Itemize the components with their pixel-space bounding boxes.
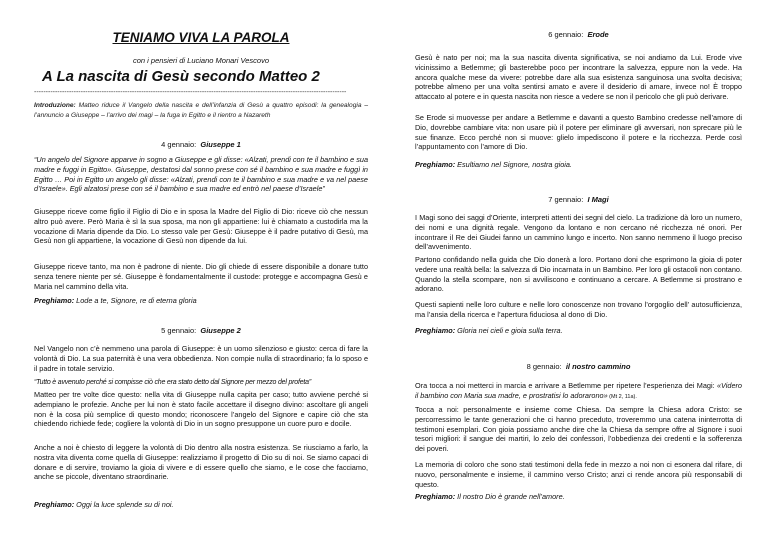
day-heading-5	[34, 326, 368, 335]
paragraph: Gesù è nato per noi; ma la sua nascita diventa significativa, se noi andiamo da Lui. Erode vive vicinissimo a Betlemme; gli basterebbe poco per incontrare la salvezza, eppure non la vede. Ha ancora qualche mese da vivere: potrebbe dare alla sua esistenza sanguinosa una svolta decisiva; potrebbe almeno per una volta sentirsi amato e avere il desiderio di amare, invece no! È troppo attaccato al potere e in questa nascita non riesce a vedere se non il pericolo che gli può derivare.	[415, 53, 742, 102]
day-heading-6	[415, 30, 742, 39]
intro-label: Introduzione:	[34, 102, 76, 109]
paragraph: Anche a noi è chiesto di leggere la volontà di Dio dentro alla nostra esistenza. Se riusciamo a farlo, la nostra vita diventa come quella di Giuseppe: realizziamo il progetto di Dio su di noi. Se siamo capaci di donare e di servire, troviamo la gioia di vivere e di essere quello che siamo, e le cose che facciamo, anche se piccole, diventano straordinarie.	[34, 443, 368, 482]
separator-line: --------------------------------------------------------------------------------------------------------------------------------------	[34, 89, 347, 96]
prayer-label: Preghiamo:	[34, 500, 75, 509]
prayer-label: Preghiamo:	[415, 492, 456, 501]
paragraph: Matteo per tre volte dice questo: nella vita di Giuseppe nulla capita per caso; tutto avviene perché si adempiano le profezie. Anche per lui non è stato facile accettare il disegno divino: ascoltare gli angeli non è la cosa più semplice di questo mondo; riconoscere l’angelo del Signore e capire ciò che sta chiedendo richiede fede; cogliere la volontà di Dio in un sogno presuppone un cuore puro e docile.	[34, 390, 368, 429]
paragraph	[415, 381, 742, 403]
day-name: Giuseppe 1	[200, 140, 241, 149]
day-date: 7 gennaio:	[548, 195, 584, 204]
paragraph: Nel Vangelo non c’è nemmeno una parola di Giuseppe: è un uomo silenzioso e giusto: cerca di fare la volontà di Dio. La sua paternità è una vera obbedienza. Non compie nulla di straordinario; fa lo sposo e il padre in totale servizio.	[34, 344, 368, 373]
prayer-text: Il nostro Dio è grande nell’amore.	[455, 492, 565, 501]
paragraph: Giuseppe riceve tanto, ma non è padrone di niente. Dio gli chiede di essere disponibile a donare tutto senza tenere niente per sé. Giuseppe è fondamentalmente il custode: protegge e accompagna Gesù e Maria nel cammino della vita.	[34, 262, 368, 291]
day-heading-4	[34, 140, 368, 149]
reference: (Mt 2, 11a).	[607, 393, 637, 400]
prayer-label: Preghiamo:	[34, 296, 75, 305]
day-name: Giuseppe 2	[200, 326, 241, 335]
intro-text: Matteo riduce il Vangelo della nascita e dell’infanzia di Gesù a quattro episodi: la genealogia – l’annuncio a Giuseppe – l’arrivo dei magi – la fuga in Egitto e il rientro a Nazareth	[34, 102, 368, 119]
paragraph: Tocca a noi: personalmente e insieme come Chiesa. Da sempre la Chiesa adora Cristo: se percorressimo le tante generazioni che ci hanno preceduto, troveremmo una catena ininterrotta di testimoni esemplari. Con gioia possiamo anche dire che la Chiesa da sempre offre al Signore i suoi tesori migliori: il sangue dei martiri, lo zelo dei confessori, l’obbedienza dei credenti e la sofferenza dei poveri.	[415, 405, 742, 454]
day-name: il nostro cammino	[565, 362, 631, 371]
prayer-text: Lode a te, Signore, re di eterna gloria	[74, 296, 197, 305]
prayer	[415, 326, 742, 336]
main-title: A La nascita di Gesù secondo Matteo 2	[42, 68, 320, 85]
day-date: 6 gennaio:	[548, 30, 584, 39]
prayer	[415, 160, 742, 170]
prayer-label: Preghiamo:	[415, 160, 456, 169]
paragraph: Partono confidando nella guida che Dio donerà a loro. Portano doni che esprimono la gioia di poter vedere una realtà bella: la salvezza di Dio incarnata in un Bambino. Per loro gli ostacoli non contano. Quando la stella scompare, non si avviliscono e continuano a cercare. A Betlemme si prostrano e adorano.	[415, 255, 742, 294]
paragraph: Se Erode si muovesse per andare a Betlemme e davanti a questo Bambino credesse nell’amore di Dio, dovrebbe cambiare vita: non usare più il potere per eliminare gli avversari, non sprecare più le sue finanze. Ecco perché non si muove: glielo impediscono il potere e la ricchezza. Perde così l’appuntamento con l’amore di Dio.	[415, 113, 742, 152]
introduction	[34, 101, 368, 120]
prayer-text: Gloria nei cieli e gioia sulla terra.	[455, 326, 563, 335]
prayer-label: Preghiamo:	[415, 326, 456, 335]
quote: «Videro il bambino con Maria sua madre, e prostratisi lo adorarono»	[415, 381, 742, 400]
day-date: 8 gennaio:	[526, 362, 562, 371]
paragraph-text: Ora tocca a noi metterci in marcia e arrivare a Betlemme per ripetere l’esperienza dei Magi:	[415, 381, 717, 390]
day-date: 5 gennaio:	[161, 326, 197, 335]
paragraph: I Magi sono dei saggi d’Oriente, interpreti attenti dei segni del cielo. La tradizione dà loro un numero, dei nomi e una dignità regale. Vengono da lontano e non cercano né ricchezza né onori. Per incontrare il Re dei Giudei fanno un cammino lungo e incerto. Non sanno nemmeno il luogo preciso dell’avvenimento.	[415, 213, 742, 252]
day-name: Erode	[587, 30, 609, 39]
day-heading-7	[415, 195, 742, 204]
quote: “Un angelo del Signore apparve in sogno a Giuseppe e gli disse: «Alzati, prendi con te il bambino e sua madre e fuggi in Egitto». Giuseppe, destatosi dal sonno prese con sé il bambino e sua madre e fuggì in Egitto … Poi in Egitto un angelo gli disse: «Alzati, prendi con te il bambino e sua madre e va nel paese d’Israele». Egli alzatosi prese con sé il bambino e sua madre ed entrò nel paese d’Israele”	[34, 155, 368, 194]
prayer-text: Oggi la luce splende su di noi.	[74, 500, 174, 509]
page-title: TENIAMO VIVA LA PAROLA	[112, 30, 290, 45]
quote: “Tutto è avvenuto perché si compisse ciò che era stato detto dal Signore per mezzo del profeta”	[34, 379, 311, 386]
prayer	[415, 492, 742, 502]
day-name: I Magi	[587, 195, 609, 204]
paragraph: La memoria di coloro che sono stati testimoni della fede in mezzo a noi non ci esonera dal rifare, di nuovo, personalmente e insieme, il cammino verso Cristo; anzi ci rende ancora più responsabili di questo.	[415, 460, 742, 489]
subtitle: con i pensieri di Luciano Monari Vescovo	[132, 56, 270, 65]
prayer	[34, 500, 368, 510]
day-heading-8	[415, 362, 742, 371]
paragraph: Questi sapienti nelle loro culture e nelle loro conoscenze non trovano l’orgoglio dell’ autosufficienza, ma l’ansia della ricerca e l’apertura fiduciosa al dono di Dio.	[415, 300, 742, 319]
prayer-text: Esultiamo nel Signore, nostra gioia.	[455, 160, 572, 169]
paragraph: Giuseppe riceve come figlio il Figlio di Dio e in sposa la Madre del Figlio di Dio: riceve ciò che nessun altro può avere. Però Maria è sì la sua sposa, ma non gli appartiene: lui è chiamato a custodirla ma la vocazione di Maria dipende da Dio. Lo stesso vale per Gesù: Giuseppe è il padre putativo di Gesù, ma Gesù non gli appartiene, la vocazione di Gesù non dipende da lui.	[34, 207, 368, 246]
day-date: 4 gennaio:	[161, 140, 197, 149]
prayer	[34, 296, 368, 306]
